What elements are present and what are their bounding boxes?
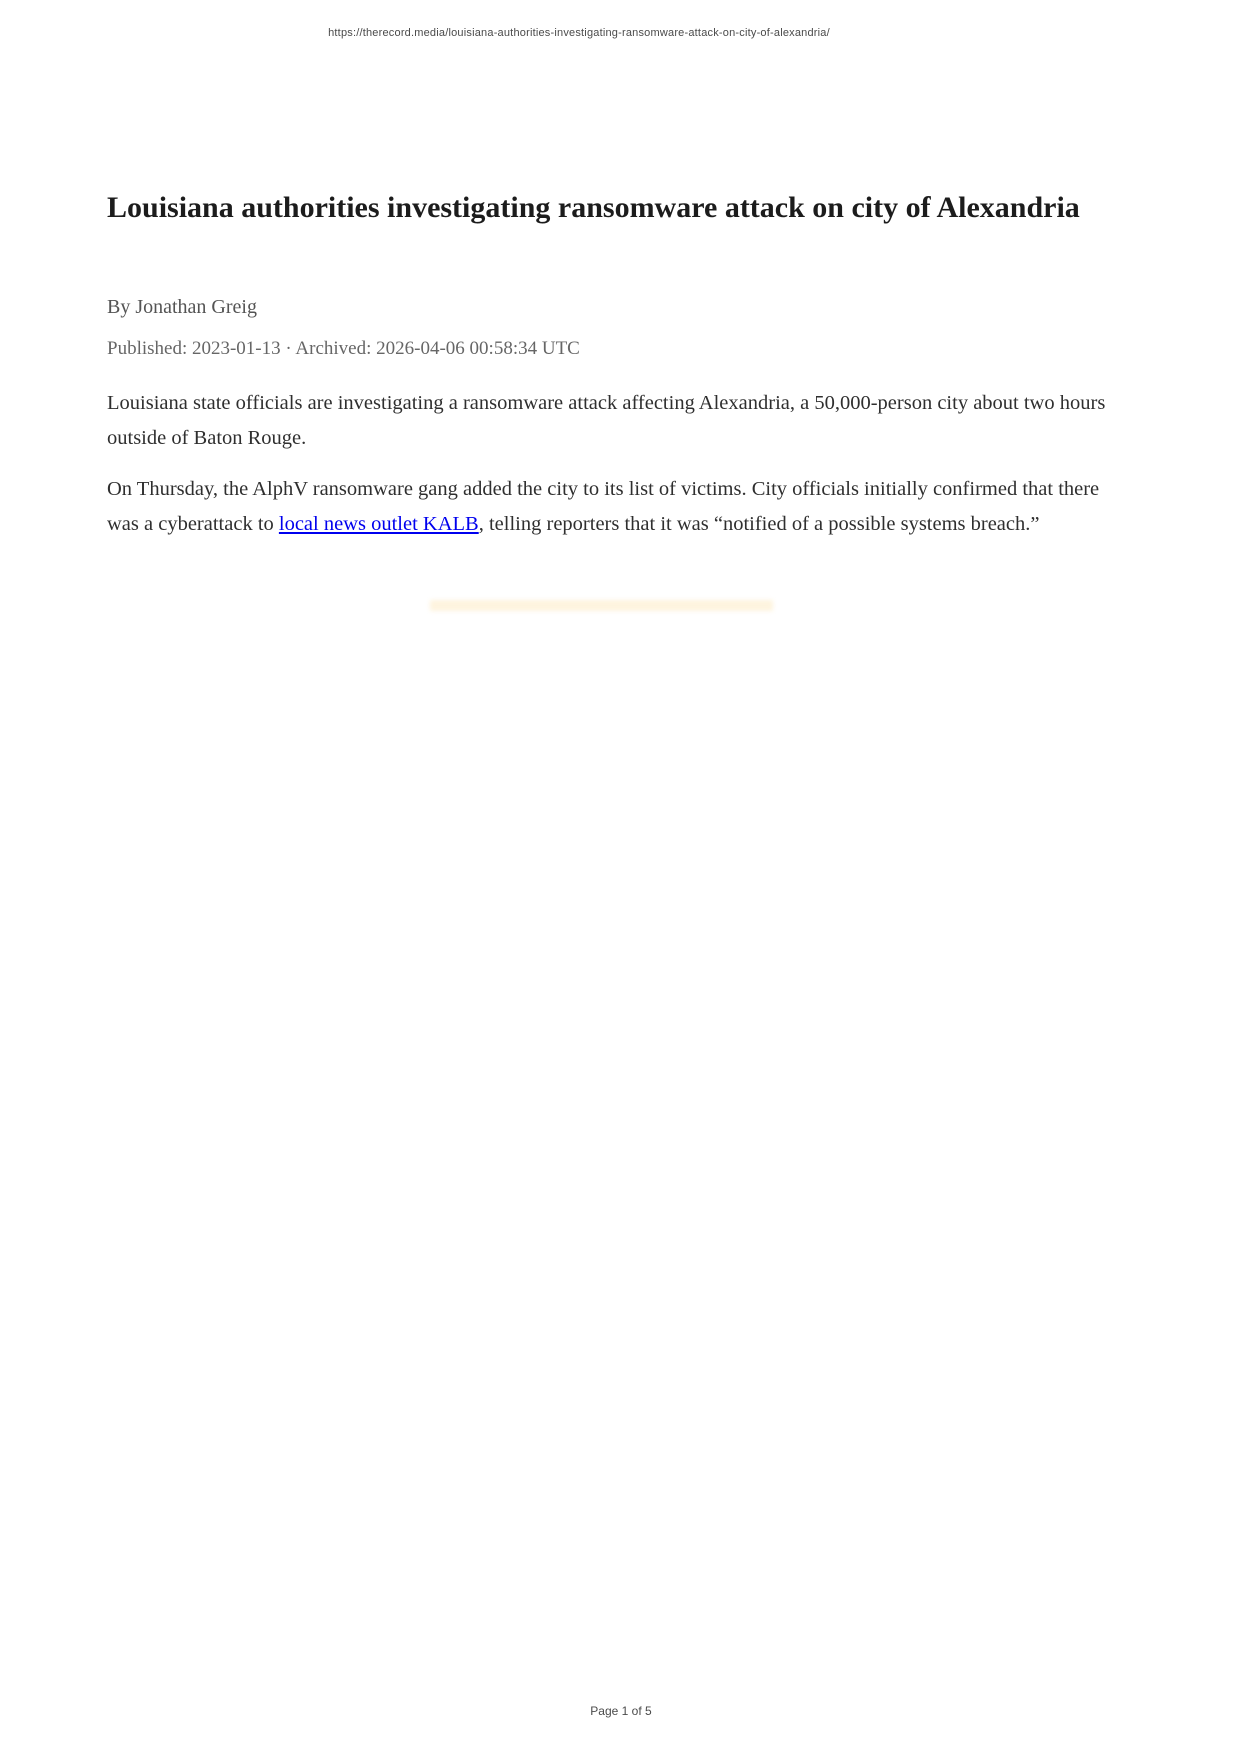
highlight-artifact [430,600,773,611]
paragraph-text-before-link: On Thursday, the AlphV ransomware gang added the city to its list of victims. City officials initially confirmed that there was a cyberattack to [107,478,1100,535]
article-content [0,184,1242,541]
article-paragraph-1: Louisiana state officials are investigating a ransomware attack affecting Alexandria, a 50,000-person city about two hours outside of Baton Rouge. [107,392,1106,449]
kalb-article-link[interactable]: local news outlet KALB [278,512,479,535]
article-byline: By Jonathan Greig [107,296,257,318]
print-header-url: https://therecord.media/louisiana-authorities-investigating-ransomware-attack-on-city-of-alexandria/ [328,27,830,39]
article-title: Louisiana authorities investigating ransomware attack on city of Alexandria [107,191,1080,224]
article-paragraph-2 [107,472,1131,541]
paragraph-text-after-link: , telling reporters that it was “notified of a possible systems breach.” [478,512,1040,535]
article-meta-published-archived: Published: 2023-01-13 · Archived: 2026-04-06 00:58:34 UTC [107,338,580,359]
print-footer-page-number: Page 1 of 5 [590,1704,652,1718]
